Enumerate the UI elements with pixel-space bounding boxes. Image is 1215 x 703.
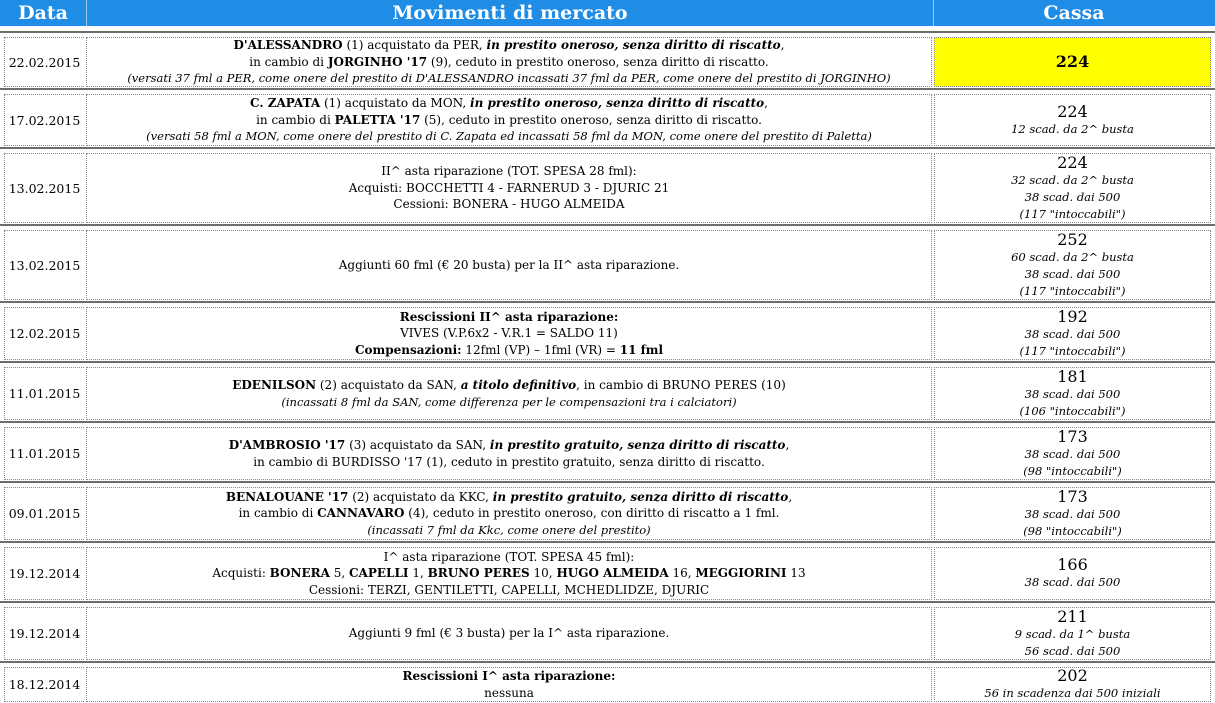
movement-line: [381, 163, 636, 180]
table-row: [0, 481, 1215, 541]
movement-text: BRUNO PERES: [427, 566, 530, 581]
movement-cell[interactable]: [86, 667, 932, 702]
date-cell[interactable]: 12.02.2015: [4, 307, 84, 360]
movement-line: [232, 377, 786, 394]
cassa-value: 224: [1057, 101, 1088, 121]
cassa-note: (98 "intoccabili"): [1023, 523, 1122, 538]
movement-text: (versati 58 fml a MON, come onere del prestito di C. Zapata ed incassati 58 fml da MON, come onere del prestito di Paletta): [146, 129, 872, 144]
cassa-cell[interactable]: [934, 547, 1211, 600]
movement-text: Cessioni: TERZI, GENTILETTI, CAPELLI, MCHEDLIDZE, DJURIC: [308, 582, 710, 597]
movement-line: [403, 668, 616, 685]
table-row: [0, 31, 1215, 88]
movement-line: [249, 54, 768, 71]
movement-line: [355, 342, 663, 359]
date-cell[interactable]: 19.12.2014: [4, 607, 84, 660]
cassa-note: 38 scad. dai 500: [1024, 189, 1121, 204]
movement-text: 5,: [329, 566, 349, 581]
movement-line: [393, 196, 624, 213]
movement-text: ,: [764, 96, 768, 111]
cassa-note: 38 scad. dai 500: [1024, 266, 1121, 281]
movement-line: [226, 489, 792, 506]
cassa-note: 60 scad. da 2^ busta: [1011, 249, 1134, 264]
movement-text: D'ALESSANDRO: [233, 38, 343, 53]
cassa-value: 224: [1055, 52, 1090, 71]
movement-line: [367, 522, 650, 539]
movement-line: [309, 582, 709, 599]
movement-text: Cessioni: BONERA - HUGO ALMEIDA: [393, 197, 625, 212]
cassa-cell[interactable]: [934, 667, 1211, 702]
header-date[interactable]: Data: [18, 2, 68, 24]
movement-text: EDENILSON: [232, 378, 317, 392]
movement-text: in cambio di BURDISSO '17 (1), ceduto in prestito gratuito, senza diritto di riscatto.: [253, 454, 765, 469]
date-cell[interactable]: 17.02.2015: [4, 94, 84, 146]
movement-text: II^ asta riparazione (TOT. SPESA 28 fml):: [381, 164, 637, 179]
cassa-value: 224: [1057, 152, 1088, 172]
movement-text: Aggiunti 9 fml (€ 3 busta) per la I^ asta riparazione.: [348, 626, 670, 641]
date-cell[interactable]: 13.02.2015: [4, 230, 84, 300]
movement-line: [400, 309, 619, 326]
date-cell[interactable]: 09.01.2015: [4, 487, 84, 540]
movement-cell[interactable]: [86, 37, 932, 87]
cassa-note: (117 "intoccabili"): [1019, 343, 1126, 358]
movement-line: [212, 565, 805, 582]
cassa-note: (98 "intoccabili"): [1023, 463, 1122, 478]
cassa-cell[interactable]: [934, 307, 1211, 360]
movement-text: , in cambio di BRUNO PERES (10): [576, 378, 786, 392]
movement-text: CAPELLI: [348, 566, 409, 581]
movement-line: [484, 685, 534, 702]
movement-text: 11 fml: [619, 342, 664, 357]
movement-text: JORGINHO '17: [327, 54, 428, 69]
movement-cell[interactable]: [86, 307, 932, 360]
cassa-value: 166: [1057, 555, 1088, 574]
cassa-value: 211: [1057, 606, 1088, 626]
movement-text: Aggiunti 60 fml (€ 20 busta) per la II^ asta riparazione.: [338, 257, 680, 272]
movement-text: ,: [785, 438, 790, 452]
cassa-value: 173: [1057, 426, 1088, 446]
cassa-cell[interactable]: [934, 607, 1211, 660]
movement-text: Rescissioni I^ asta riparazione:: [402, 669, 616, 683]
movement-text: in prestito gratuito, senza diritto di riscatto: [489, 438, 786, 452]
movement-text: a titolo definitivo: [460, 378, 577, 392]
movement-text: in cambio di: [256, 112, 335, 127]
table-row: [0, 601, 1215, 661]
cassa-note: 12 scad. da 2^ busta: [1011, 121, 1134, 136]
movement-text: (incassati 7 fml da Kkc, come onere del prestito): [367, 522, 651, 537]
movement-line: [253, 454, 765, 471]
movement-text: in prestito gratuito, senza diritto di riscatto: [492, 489, 789, 504]
date-cell[interactable]: 11.01.2015: [4, 427, 84, 480]
table-row: [0, 421, 1215, 481]
date-cell[interactable]: 18.12.2014: [4, 667, 84, 702]
cassa-note: 9 scad. da 1^ busta: [1014, 626, 1131, 641]
table-row: [0, 224, 1215, 301]
movement-text: C. ZAPATA: [250, 96, 321, 111]
movement-text: VIVES (V.P.6x2 - V.R.1 = SALDO 11): [400, 326, 618, 341]
movement-line: [250, 95, 768, 112]
cassa-note: 38 scad. dai 500: [1024, 575, 1121, 589]
movement-text: (1) acquistato da PER,: [342, 38, 487, 53]
table-row: [0, 541, 1215, 601]
movement-cell[interactable]: [86, 230, 932, 300]
cassa-note: (117 "intoccabili"): [1019, 206, 1126, 221]
cassa-value: 192: [1057, 306, 1088, 326]
cassa-note: 56 scad. dai 500: [1024, 643, 1121, 658]
cassa-note: 56 in scadenza dai 500 iniziali: [984, 686, 1161, 700]
movement-text: HUGO ALMEIDA: [556, 566, 669, 581]
date-cell[interactable]: 13.02.2015: [4, 153, 84, 223]
movement-text: I^ asta riparazione (TOT. SPESA 45 fml):: [383, 549, 635, 564]
cassa-value: 181: [1057, 366, 1088, 386]
date-cell[interactable]: 22.02.2015: [4, 37, 84, 87]
movement-text: Acquisti:: [212, 566, 270, 581]
cassa-note: (106 "intoccabili"): [1019, 403, 1126, 418]
cassa-cell[interactable]: [934, 37, 1211, 87]
cassa-note: 38 scad. dai 500: [1024, 326, 1121, 341]
movement-text: 10,: [529, 566, 557, 581]
movement-text: Compensazioni:: [354, 342, 462, 357]
movement-text: 16,: [668, 566, 696, 581]
movement-cell[interactable]: [86, 487, 932, 540]
table-row: [0, 88, 1215, 147]
cassa-note: 38 scad. dai 500: [1024, 506, 1121, 521]
cassa-value: 173: [1057, 486, 1088, 506]
movement-text: PALETTA '17: [334, 112, 421, 127]
movement-line: [256, 112, 762, 129]
table-row: [0, 147, 1215, 224]
movement-line: [233, 37, 784, 54]
movement-text: (2) acquistato da KKC,: [348, 489, 493, 504]
movement-text: (1) acquistato da MON,: [320, 96, 471, 111]
movement-text: Rescissioni II^ asta riparazione:: [399, 309, 619, 324]
movement-text: Acquisti: BOCCHETTI 4 - FARNERUD 3 - DJURIC 21: [348, 180, 670, 195]
movement-text: 12fml (VP) – 1fml (VR) =: [461, 342, 620, 357]
movement-text: in cambio di: [249, 54, 328, 69]
cassa-cell[interactable]: [934, 367, 1211, 420]
movement-text: CANNAVARO: [317, 506, 405, 521]
date-cell[interactable]: 19.12.2014: [4, 547, 84, 600]
movement-text: MEGGIORINI: [695, 566, 787, 581]
movement-text: in cambio di: [238, 506, 318, 521]
cassa-note: 38 scad. dai 500: [1024, 446, 1121, 461]
movement-cell[interactable]: [86, 547, 932, 600]
cassa-cell[interactable]: [934, 427, 1211, 480]
movement-line: [384, 549, 635, 566]
movement-text: BONERA: [269, 566, 330, 581]
cassa-cell[interactable]: [934, 487, 1211, 540]
movement-text: ,: [788, 489, 793, 504]
movement-cell[interactable]: [86, 153, 932, 223]
movement-text: in prestito oneroso, senza diritto di riscatto: [470, 96, 765, 111]
header-cassa[interactable]: Cassa: [933, 0, 1214, 26]
movement-line: [281, 394, 736, 411]
cassa-cell[interactable]: [934, 94, 1211, 146]
header-movements[interactable]: Movimenti di mercato: [86, 0, 933, 26]
table-header: [0, 0, 1215, 26]
movement-text: nessuna: [484, 685, 534, 700]
movement-text: D'AMBROSIO '17: [228, 438, 346, 452]
table-row: [0, 361, 1215, 421]
movement-text: BENALOUANE '17: [225, 489, 349, 504]
date-cell[interactable]: 11.01.2015: [4, 367, 84, 420]
movement-text: in prestito oneroso, senza diritto di riscatto: [486, 38, 781, 53]
movement-line: [339, 257, 680, 274]
movement-text: (9), ceduto in prestito oneroso, senza diritto di riscatto.: [427, 54, 769, 69]
table-row: [0, 301, 1215, 361]
movement-text: (incassati 8 fml da SAN, come differenza per le compensazioni tra i calciatori): [281, 394, 737, 409]
movement-text: (2) acquistato da SAN,: [316, 378, 461, 392]
movement-line: [127, 70, 890, 87]
cassa-note: 38 scad. dai 500: [1024, 386, 1121, 401]
movement-line: [349, 180, 670, 197]
table-row: [0, 661, 1215, 703]
movement-text: 1,: [408, 566, 428, 581]
movement-line: [146, 128, 872, 145]
movement-line: [349, 625, 670, 642]
movement-line: [400, 325, 618, 342]
cassa-note: 32 scad. da 2^ busta: [1011, 172, 1134, 187]
movement-line: [229, 437, 790, 454]
movement-text: ,: [780, 38, 785, 53]
cassa-value: 252: [1057, 229, 1088, 249]
movement-cell[interactable]: [86, 367, 932, 420]
cassa-note: (117 "intoccabili"): [1019, 283, 1126, 298]
movement-text: 13: [786, 566, 806, 581]
cassa-value: 202: [1057, 666, 1088, 685]
cassa-cell[interactable]: [934, 153, 1211, 223]
cassa-cell[interactable]: [934, 230, 1211, 300]
movement-text: (3) acquistato da SAN,: [345, 438, 490, 452]
movement-text: (versati 37 fml a PER, come onere del prestito di D'ALESSANDRO incassati 37 fml da PER, come onere del prestito di JORGINHO): [127, 71, 891, 86]
movement-text: (5), ceduto in prestito oneroso, senza diritto di riscatto.: [420, 112, 762, 127]
movement-text: (4), ceduto in prestito oneroso, con diritto di riscatto a 1 fml.: [404, 506, 780, 521]
movement-cell[interactable]: [86, 427, 932, 480]
movement-cell[interactable]: [86, 607, 932, 660]
movement-cell[interactable]: [86, 94, 932, 146]
movement-line: [239, 505, 780, 522]
